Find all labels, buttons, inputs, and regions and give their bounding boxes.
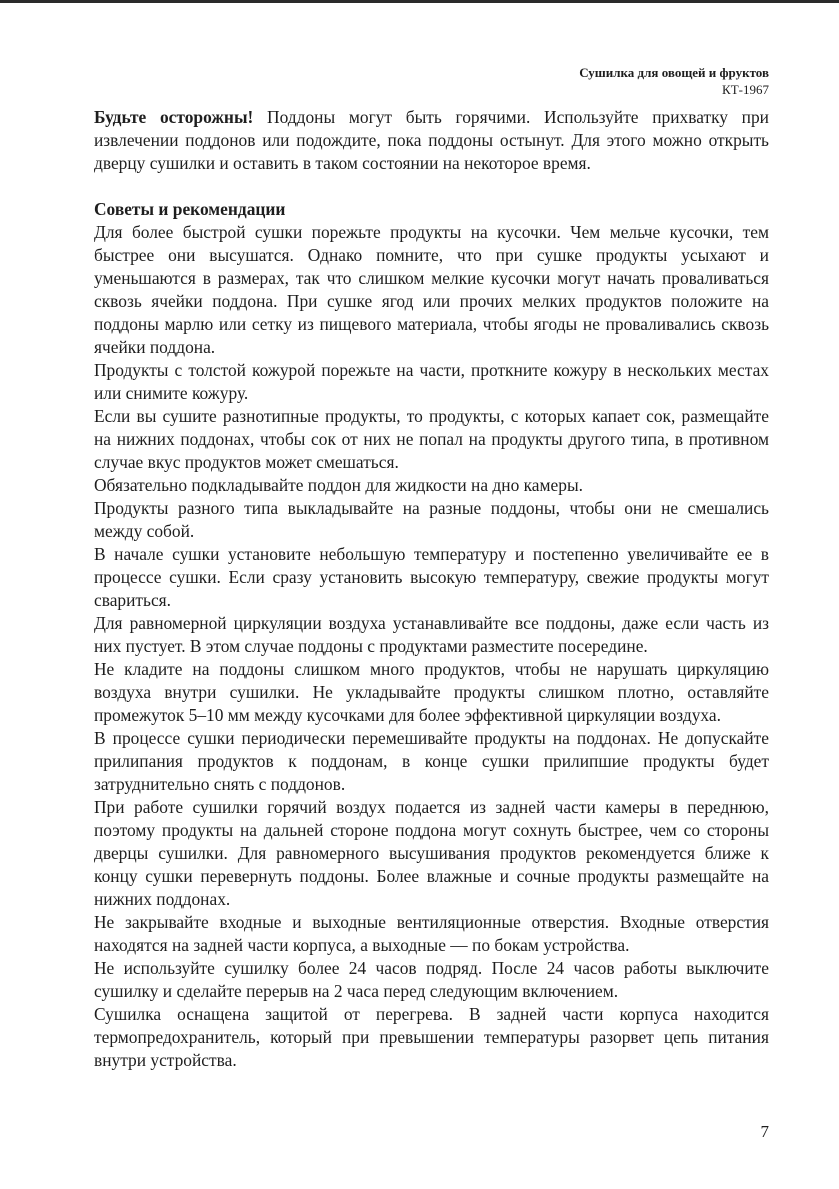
header-title: Сушилка для овощей и фруктов xyxy=(579,65,769,80)
paragraph: При работе сушилки горячий воздух подается из задней части камеры в переднюю, поэтому продукты на дальней стороне поддона могут сохнуть быстрее, чем со стороны дверцы сушилки. Для равномерного высушивания продуктов рекомендуется ближе к концу сушки перевернуть поддоны. Более влажные и сочные продукты размещайте на нижних поддонах. xyxy=(94,797,769,909)
section-heading: Советы и рекомендации xyxy=(94,199,286,219)
running-header xyxy=(579,64,769,98)
paragraph: Не закрывайте входные и выходные вентиляционные отверстия. Входные отверстия находятся на задней части корпуса, а выходные — по бокам устройства. xyxy=(94,912,769,955)
page-number: 7 xyxy=(760,1122,769,1141)
header-model: КТ-1967 xyxy=(722,82,769,97)
warning-paragraph xyxy=(94,106,769,175)
paragraph: Если вы сушите разнотипные продукты, то продукты, с которых капает сок, размещайте на нижних поддонах, чтобы сок от них не попал на продукты другого типа, в противном случае вкус продуктов может смешаться. xyxy=(94,406,769,472)
top-rule xyxy=(0,0,839,3)
paragraph: Обязательно подкладывайте поддон для жидкости на дно камеры. xyxy=(94,475,583,495)
paragraph: Для более быстрой сушки порежьте продукты на кусочки. Чем мельче кусочки, тем быстрее они высушатся. Однако помните, что при сушке продукты усыхают и уменьшаются в размерах, так что слишком мелкие кусочки могут начать проваливаться сквозь ячейки поддона. При сушке ягод или прочих мелких продуктов положите на поддоны марлю или сетку из пищевого материала, чтобы ягоды не проваливались сквозь ячейки поддона. xyxy=(94,222,769,357)
paragraph: Сушилка оснащена защитой от перегрева. В задней части корпуса находится термопредохранитель, который при превышении температуры разорвет цепь питания внутри устройства. xyxy=(94,1004,769,1070)
paragraph: Не используйте сушилку более 24 часов подряд. После 24 часов работы выключите сушилку и сделайте перерыв на 2 часа перед следующим включением. xyxy=(94,958,769,1001)
body-text xyxy=(94,106,769,1072)
paragraph: В процессе сушки периодически перемешивайте продукты на поддонах. Не допускайте прилипания продуктов к поддонам, в конце сушки прилипшие продукты будет затруднительно снять с поддонов. xyxy=(94,728,769,794)
paragraph: Для равномерной циркуляции воздуха устанавливайте все поддоны, даже если часть из них пустует. В этом случае поддоны с продуктами разместите посередине. xyxy=(94,613,769,656)
paragraph: Продукты с толстой кожурой порежьте на части, проткните кожуру в нескольких местах или снимите кожуру. xyxy=(94,360,769,403)
warning-bold: Будьте осторожны! xyxy=(94,107,254,127)
paragraph: Продукты разного типа выкладывайте на разные поддоны, чтобы они не смешались между собой. xyxy=(94,498,769,541)
paragraph: В начале сушки установите небольшую температуру и постепенно увеличивайте ее в процессе сушки. Если сразу установить высокую температуру, свежие продукты могут свариться. xyxy=(94,544,769,610)
paragraph: Не кладите на поддоны слишком много продуктов, чтобы не нарушать циркуляцию воздуха внутри сушилки. Не укладывайте продукты слишком плотно, оставляйте промежуток 5–10 мм между кусочками для более эффективной циркуляции воздуха. xyxy=(94,659,769,725)
warning-text: Поддоны могут быть горячими. Используйте прихватку при извлечении поддонов или подождите, пока поддоны остынут. Для этого можно открыть дверцу сушилки и оставить в таком состоянии на некоторое время. xyxy=(94,107,769,173)
